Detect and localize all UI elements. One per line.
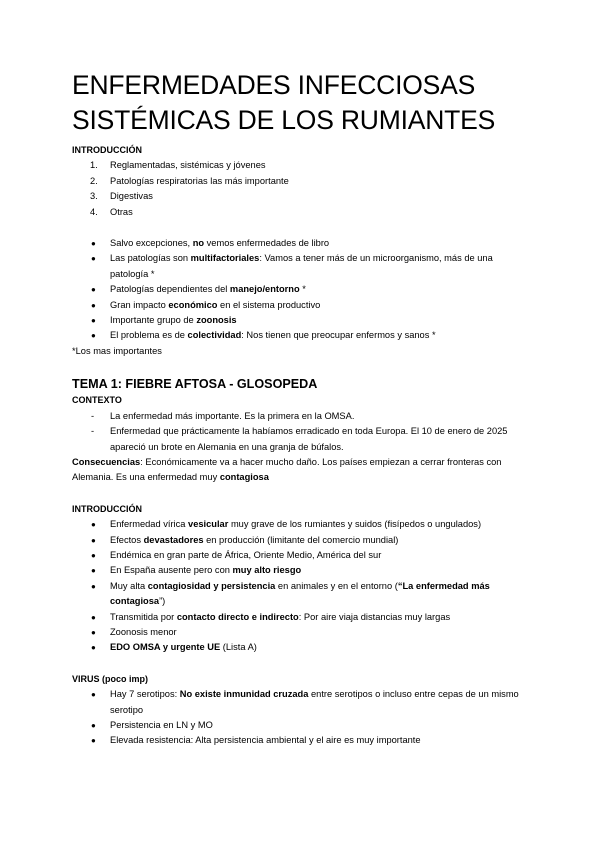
bullet-item: ● El problema es de colectividad: Nos tienen que preocupar enfermos y sanos * xyxy=(91,330,436,341)
consecuencias-paragraph: Consecuencias: Económicamente va a hacer mucho daño. Los países empiezan a cerrar fronteras con Alemania. Es una enfermedad muy contagiosa xyxy=(72,456,502,483)
bullet-item: ● Enfermedad vírica vesicular muy grave de los rumiantes y suidos (fisípedos o ungulados) xyxy=(91,519,482,530)
bullet-item: ● Gran impacto económico en el sistema productivo xyxy=(91,299,321,310)
bullet-item: ● Las patologías son multifactoriales: Vamos a tener más de un microorganismo, más de una patología * xyxy=(91,253,493,279)
document-title xyxy=(72,68,495,138)
bullet-item: ● Endémica en gran parte de África, Oriente Medio, América del sur xyxy=(91,549,382,560)
dash-item: - La enfermedad más importante. Es la primera en la OMSA. xyxy=(91,410,355,421)
bullet-item: ● Salvo excepciones, no vemos enfermedades de libro xyxy=(91,238,330,249)
bullet-item: ● Persistencia en LN y MO xyxy=(91,720,213,730)
contexto-heading: CONTEXTO xyxy=(72,395,122,406)
bullet-item: ● EDO OMSA y urgente UE (Lista A) xyxy=(91,642,257,653)
title-line-2: SISTÉMICAS DE LOS RUMIANTES xyxy=(72,105,496,135)
bullet-item: ● Elevada resistencia: Alta persistencia ambiental y el aire es muy importante xyxy=(91,735,421,746)
bullet-item: ● Importante grupo de zoonosis xyxy=(91,315,237,326)
numbered-item: 3. Digestivas xyxy=(90,191,153,202)
bullet-item: ● Hay 7 serotipos: No existe inmunidad cruzada entre serotipos o incluso entre cepas de un mismo serotipo xyxy=(91,689,519,715)
intro-numbered-list xyxy=(72,158,532,220)
numbered-item: 1. Reglamentadas, sistémicas y jóvenes xyxy=(90,160,266,171)
bullet-item: ● Efectos devastadores en producción (limitante del comercio mundial) xyxy=(91,534,399,545)
virus-heading: VIRUS (poco imp) xyxy=(72,673,148,684)
numbered-item: 4. Otras xyxy=(90,206,133,217)
intro-heading: INTRODUCCIÓN xyxy=(72,145,142,155)
document-body xyxy=(72,143,532,749)
bullet-item: ● Transmitida por contacto directo e indirecto: Por aire viaja distancias muy largas xyxy=(91,611,451,622)
dash-item: - Enfermedad que prácticamente la habíamos erradicado en toda Europa. El 10 de enero de 2025 apareció un brote en Alemania en una granja de búfalos. xyxy=(91,426,508,452)
footnote: *Los mas importantes xyxy=(72,345,162,356)
bullet-item: ● Zoonosis menor xyxy=(91,626,177,637)
bullet-item: ● En España ausente pero con muy alto riesgo xyxy=(91,565,302,576)
title-line-1: ENFERMEDADES INFECCIOSAS xyxy=(72,70,476,100)
tema1-title: TEMA 1: FIEBRE AFTOSA - GLOSOPEDA xyxy=(72,377,318,392)
bullet-item: ● Muy alta contagiosidad y persistencia en animales y en el entorno (“La enfermedad más contagiosa”) xyxy=(91,580,490,607)
intro-bullet-list xyxy=(72,236,532,344)
numbered-item: 2. Patologías respiratorias las más importante xyxy=(90,175,289,186)
contexto-dash-list xyxy=(72,409,532,455)
bullet-item: ● Patologías dependientes del manejo/entorno * xyxy=(91,284,306,295)
tema1-intro-heading: INTRODUCCIÓN xyxy=(72,503,142,514)
tema1-intro-list xyxy=(72,517,532,656)
virus-list xyxy=(72,687,532,749)
